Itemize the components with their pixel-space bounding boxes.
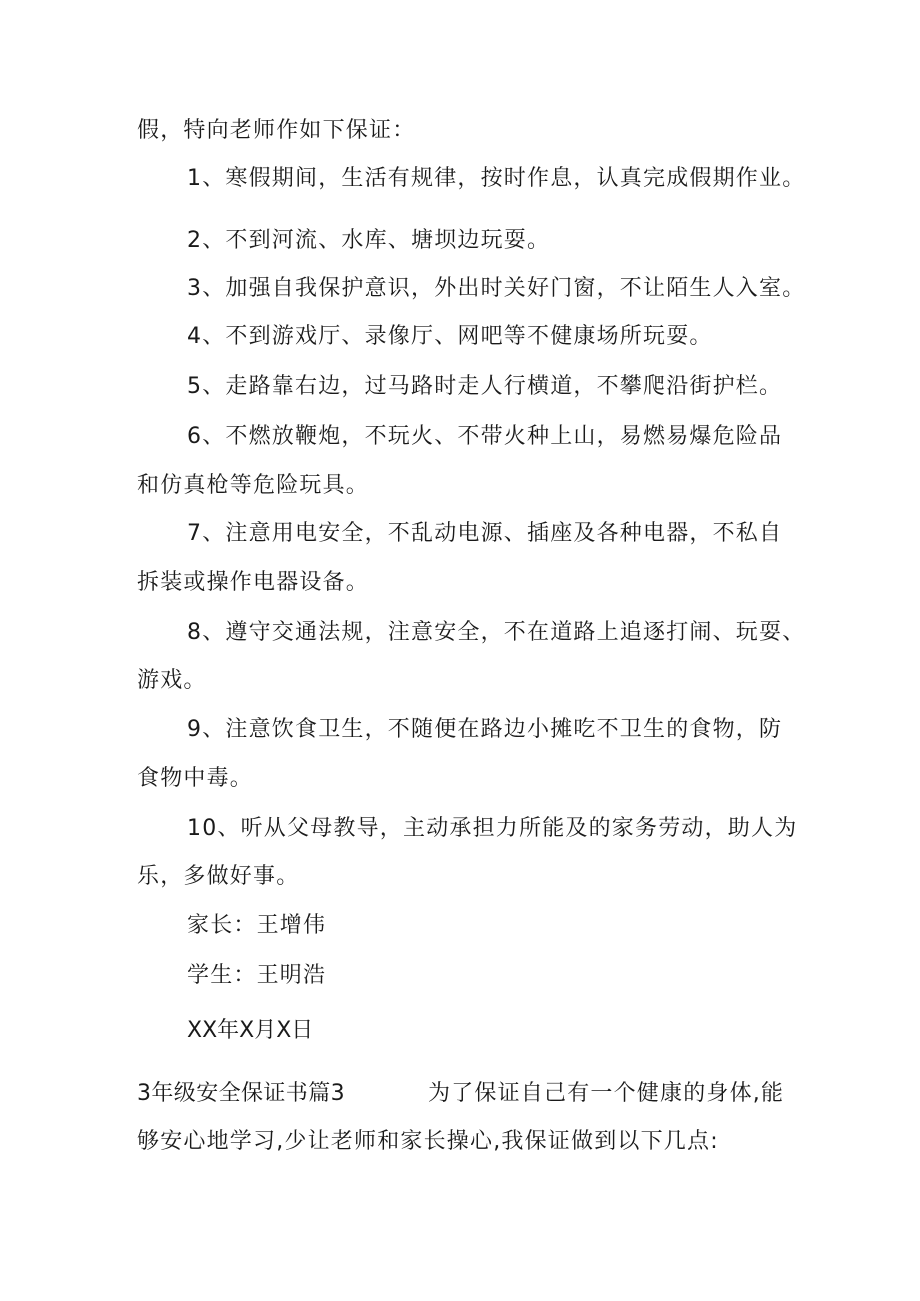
item-9-line-1: 9、注意饮食卫生，不随便在路边小摊吃不卫生的食物，防 bbox=[187, 717, 783, 742]
item-10-line-1: 10、听从父母教导，主动承担力所能及的家务劳动，助人为 bbox=[187, 816, 798, 841]
item-10-line-2: 乐，多做好事。 bbox=[137, 864, 300, 889]
item-9-line-2: 食物中毒。 bbox=[137, 766, 254, 791]
section-body-line-1: 为了保证自己有一个健康的身体,能 bbox=[428, 1081, 785, 1106]
student-signature: 学生：王明浩 bbox=[187, 963, 327, 988]
item-7-line-2: 拆装或操作电器设备。 bbox=[137, 570, 370, 595]
item-7-line-1: 7、注意用电安全，不乱动电源、插座及各种电器，不私自 bbox=[187, 521, 783, 546]
item-8-line-1: 8、遵守交通法规，注意安全，不在道路上追逐打闹、玩耍、 bbox=[187, 620, 806, 645]
intro-line: 假，特向老师作如下保证： bbox=[137, 118, 416, 143]
item-1: 1、寒假期间，生活有规律，按时作息，认真完成假期作业。 bbox=[187, 166, 806, 191]
date-line: XX年X月X日 bbox=[187, 1018, 314, 1043]
item-2: 2、不到河流、水库、塘坝边玩耍。 bbox=[187, 228, 551, 253]
section-body-line-2: 够安心地学习,少让老师和家长操心,我保证做到以下几点: bbox=[137, 1129, 719, 1154]
parent-signature: 家长：王增伟 bbox=[187, 913, 327, 938]
item-8-line-2: 游戏。 bbox=[137, 668, 207, 693]
item-6-line-2: 和仿真枪等危险玩具。 bbox=[137, 473, 370, 498]
item-6-line-1: 6、不燃放鞭炮，不玩火、不带火种上山，易燃易爆危险品 bbox=[187, 424, 783, 449]
item-5: 5、走路靠右边，过马路时走人行横道，不攀爬沿街护栏。 bbox=[187, 374, 783, 399]
item-3: 3、加强自我保护意识，外出时关好门窗，不让陌生人入室。 bbox=[187, 276, 806, 301]
section-heading: 3年级安全保证书篇3 bbox=[137, 1081, 345, 1106]
item-4: 4、不到游戏厅、录像厅、网吧等不健康场所玩耍。 bbox=[187, 324, 713, 349]
